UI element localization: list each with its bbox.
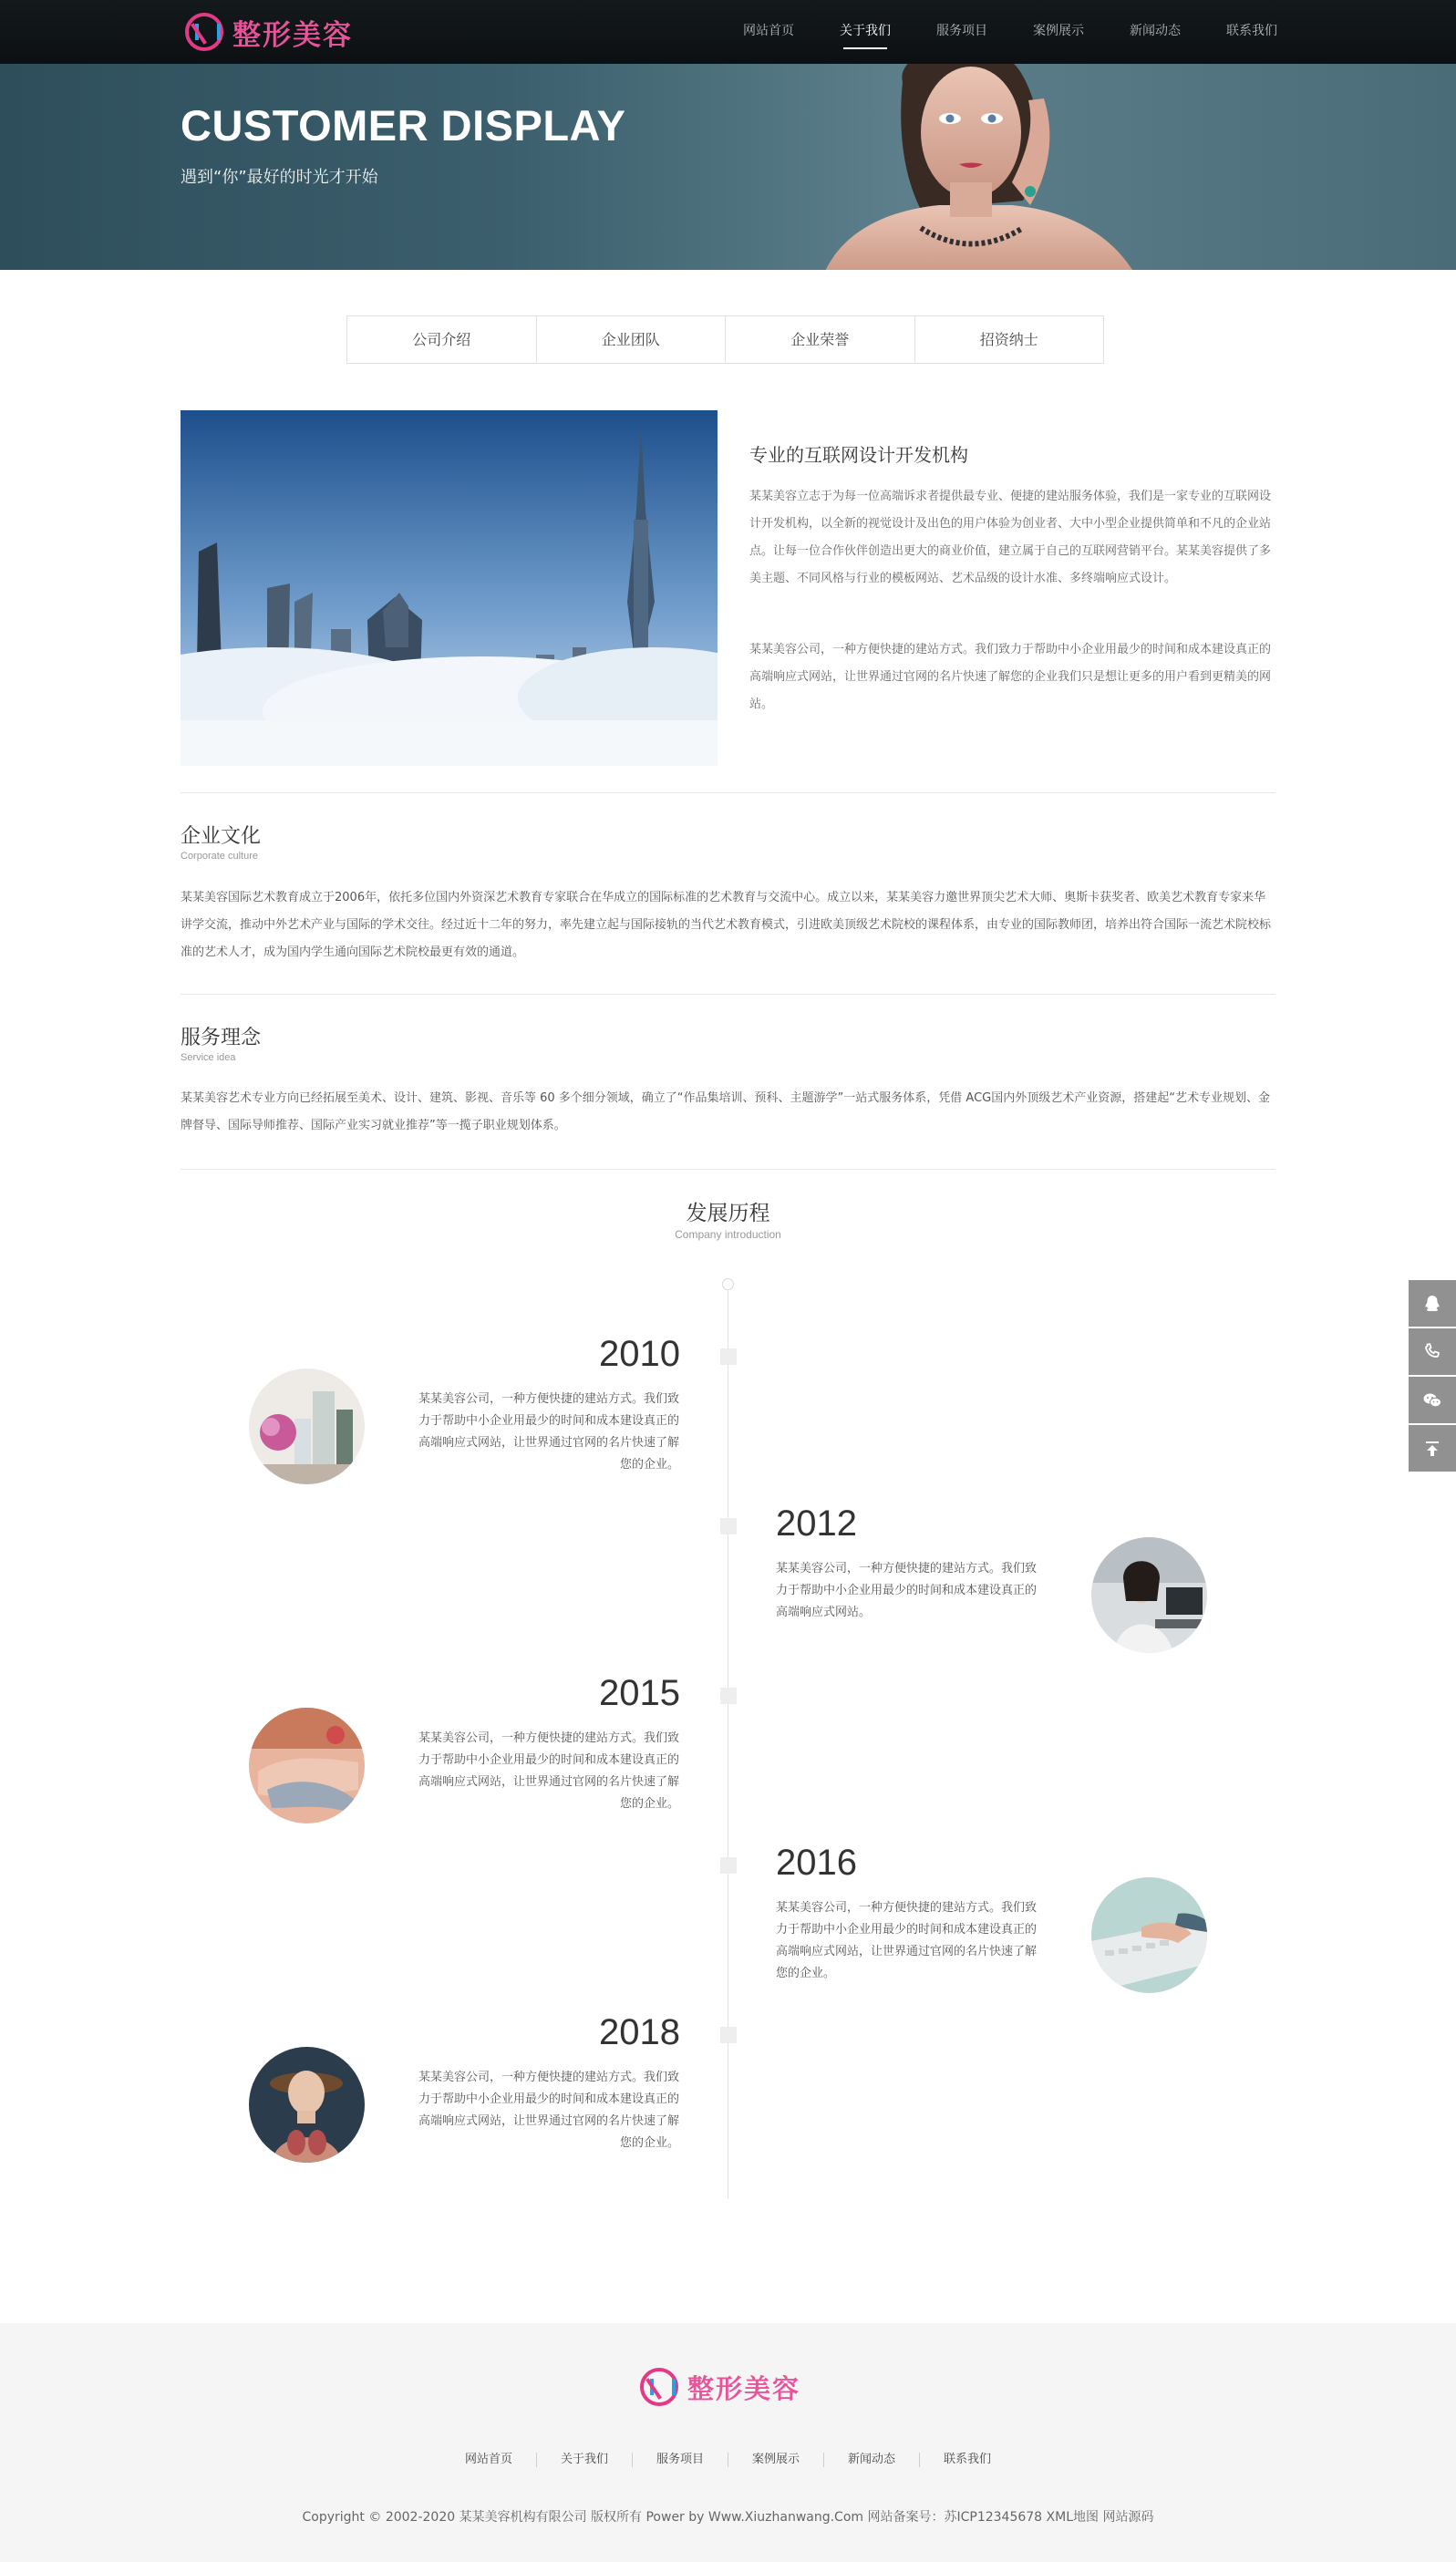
service-title: 服务理念 [181, 1027, 262, 1049]
sidebar-back-to-top-button[interactable] [1409, 1425, 1456, 1472]
footer-logo-text: 整形美容 [687, 2372, 801, 2404]
wechat-icon [1421, 1389, 1443, 1411]
timeline-node [720, 1348, 737, 1365]
footer-nav-contact[interactable]: 联系我们 [919, 2453, 1015, 2467]
logo-mark-icon [640, 2368, 678, 2406]
top-navigation-bar [0, 0, 1456, 64]
main-nav [720, 0, 1300, 64]
banner-subtitle: 遇到“你”最好的时光才开始 [181, 168, 378, 187]
tab-team[interactable]: 企业团队 [537, 316, 727, 363]
sidebar-wechat-button[interactable] [1409, 1377, 1456, 1423]
timeline-node [720, 1688, 737, 1704]
timeline-event-text: 某某美容公司，一种方便快捷的建站方式。我们致力于帮助中小企业用最少的时间和成本建设真正的高端响应式网站，让世界通过官网的名片快速了解您的企业。 [776, 1901, 1038, 1980]
timeline-event-text: 某某美容公司，一种方便快捷的建站方式。我们致力于帮助中小企业用最少的时间和成本建设真正的高端响应式网站。 [776, 1562, 1038, 1619]
nav-item-about[interactable]: 关于我们 [817, 0, 914, 64]
intro-paragraph-1: 某某美容立志于为每一位高端诉求者提供最专业、便捷的建站服务体验，我们是一家专业的互联网设计开发机构，以全新的视觉设计及出色的用户体验为创业者、大中小型企业提供简单和不凡的企业站点。让每一位合作伙伴创造出更大的商业价值，建立属于自己的互联网营销平台。某某美容提供了多美主题、不同风格与行业的模板网站、艺术品级的设计水准、多终端响应式设计。 [749, 490, 1272, 585]
history-subtitle: Company introduction [675, 1228, 781, 1241]
divider [181, 1169, 1275, 1170]
event-image-anatomy [249, 2047, 365, 2163]
intro-paragraph-2: 某某美容公司，一种方便快捷的建站方式。我们致力于帮助中小企业用最少的时间和成本建设真正的高端响应式网站，让世界通过官网的名片快速了解您的企业我们只是想让更多的用户看到更精美的网站。 [749, 643, 1272, 711]
logo-text: 整形美容 [232, 18, 353, 52]
event-image-keyboard [1091, 1877, 1207, 1993]
service-text: 某某美容艺术专业方向已经拓展至美术、设计、建筑、影视、音乐等 60 多个细分领域，确立了“作品集培训、预科、主题游学”一站式服务体系，凭借 ACG国内外顶级艺术产业资源，搭建起“艺术专业规划、金牌督导、国际导师推荐、国际产业实习就业推荐”等一揽子职业规划体系。 [181, 1091, 1270, 1132]
culture-text: 某某美容国际艺术教育成立于2006年，依托多位国内外资深艺术教育专家联合在华成立的国际标准的艺术教育与交流中心。成立以来，某某美容力邀世界顶尖艺术大师、奥斯卡获奖者、欧美艺术教育专家来华讲学交流，推动中外艺术产业与国际的学术交往。经过近十二年的努力，率先建立起与国际接轨的当代艺术教育模式，引进欧美顶级艺术院校的课程体系，由专业的国际教师团，培养出符合国际一流艺术院校标准的艺术人才，成为国内学生通向国际艺术院校最更有效的通道。 [181, 891, 1272, 959]
about-subtabs [346, 315, 1104, 364]
service-subtitle: Service idea [181, 1052, 236, 1063]
event-image-cosmetics [249, 1369, 365, 1484]
timeline-year: 2018 [599, 2012, 680, 2052]
tab-honors[interactable]: 企业荣誉 [726, 316, 915, 363]
timeline-year: 2015 [599, 1673, 680, 1713]
history-title: 发展历程 [686, 1202, 770, 1225]
qq-icon [1421, 1293, 1443, 1315]
culture-subtitle: Corporate culture [181, 851, 258, 862]
nav-item-contact[interactable]: 联系我们 [1226, 24, 1277, 38]
nav-item-home[interactable]: 网站首页 [743, 24, 794, 38]
footer-nav [0, 2453, 1456, 2467]
phone-icon [1421, 1341, 1443, 1363]
footer-nav-cases[interactable]: 案例展示 [728, 2453, 823, 2467]
footer [0, 2323, 1456, 2562]
divider [181, 792, 1275, 793]
page-banner [0, 64, 1456, 270]
footer-nav-services[interactable]: 服务项目 [632, 2453, 728, 2467]
event-image-hand-care [249, 1708, 365, 1823]
timeline-node [720, 2027, 737, 2043]
timeline-year: 2012 [776, 1503, 857, 1544]
nav-item-services[interactable]: 服务项目 [936, 24, 987, 38]
timeline-start-dot [722, 1278, 734, 1290]
divider [181, 994, 1275, 995]
timeline-event-text: 某某美容公司，一种方便快捷的建站方式。我们致力于帮助中小企业用最少的时间和成本建设真正的高端响应式网站，让世界通过官网的名片快速了解您的企业。 [418, 1731, 679, 1811]
footer-nav-news[interactable]: 新闻动态 [823, 2453, 919, 2467]
intro-title: 专业的互联网设计开发机构 [749, 444, 968, 466]
timeline-node [720, 1857, 737, 1874]
banner-title: CUSTOMER DISPLAY [181, 101, 626, 150]
timeline-year: 2016 [776, 1843, 857, 1883]
copyright-text: Copyright © 2002-2020 某某美容机构有限公司 版权所有 Power by Www.Xiuzhanwang.Com 网站备案号：苏ICP12345678 XML地图 网站源码 [302, 2510, 1154, 2525]
event-image-office-woman [1091, 1537, 1207, 1653]
culture-title: 企业文化 [181, 825, 262, 848]
footer-nav-home[interactable]: 网站首页 [464, 2453, 512, 2466]
back-to-top-icon [1421, 1438, 1443, 1460]
site-logo[interactable] [185, 12, 353, 52]
footer-nav-about[interactable]: 关于我们 [536, 2453, 632, 2467]
nav-item-cases[interactable]: 案例展示 [1033, 24, 1084, 38]
footer-logo[interactable] [640, 2368, 800, 2406]
timeline-year: 2010 [599, 1334, 680, 1374]
timeline-node [720, 1518, 737, 1534]
nav-item-news[interactable]: 新闻动态 [1130, 24, 1181, 38]
sidebar-qq-button[interactable] [1409, 1280, 1456, 1327]
tab-company-intro[interactable]: 公司介绍 [347, 316, 537, 363]
timeline-event-text: 某某美容公司，一种方便快捷的建站方式。我们致力于帮助中小企业用最少的时间和成本建设真正的高端响应式网站，让世界通过官网的名片快速了解您的企业。 [418, 2071, 679, 2150]
sidebar-phone-button[interactable] [1409, 1328, 1456, 1375]
tab-recruitment[interactable]: 招资纳士 [979, 331, 1038, 348]
banner-model-image [784, 64, 1167, 270]
city-skyline-image [181, 410, 718, 766]
logo-mark-icon [185, 13, 223, 51]
timeline-event-text: 某某美容公司，一种方便快捷的建站方式。我们致力于帮助中小企业用最少的时间和成本建设真正的高端响应式网站，让世界通过官网的名片快速了解您的企业。 [418, 1392, 679, 1472]
